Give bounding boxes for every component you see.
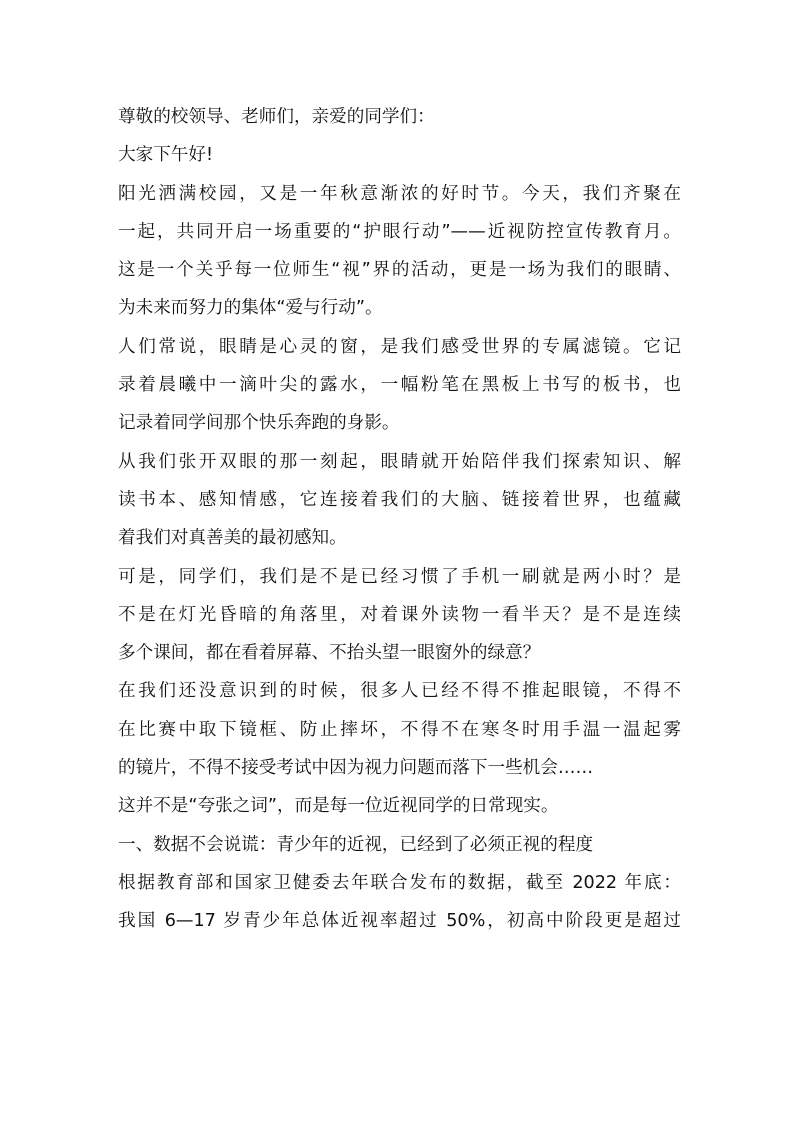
text-line: 阳光洒满校园，又是一年秋意渐浓的好时节。今天，我们齐聚在: [118, 183, 681, 204]
text-line: 着我们对真善美的最初感知。: [118, 528, 347, 549]
text-line: 这并不是“夸张之词”，而是每一位近视同学的日常现实。: [118, 796, 559, 817]
text-line: 可是，同学们，我们是不是已经习惯了手机一刷就是两小时？是: [118, 566, 681, 587]
text-line: 这是一个关乎每一位师生“视”界的活动，更是一场为我们的眼睛、: [118, 260, 681, 281]
text-line: 的镜片，不得不接受考试中因为视力问题而落下一些机会……: [118, 758, 594, 779]
text-line: 记录着同学间那个快乐奔跑的身影。: [118, 413, 400, 434]
text-line: 在比赛中取下镜框、防止摔坏，不得不在寒冬时用手温一温起雾: [118, 719, 681, 740]
text-line: 为未来而努力的集体“爱与行动”。: [118, 298, 383, 319]
text-line: 我国 6—17 岁青少年总体近视率超过 50%，初高中阶段更是超过: [118, 911, 681, 932]
text-line: 从我们张开双眼的那一刻起，眼睛就开始陪伴我们探索知识、解: [118, 451, 681, 472]
text-line: 读书本、感知情感，它连接着我们的大脑、链接着世界，也蕴藏: [118, 489, 681, 510]
text-line: 不是在灯光昏暗的角落里，对着课外读物一看半天？是不是连续: [118, 604, 681, 625]
text-line: 一起，共同开启一场重要的“护眼行动”——近视防控宣传教育月。: [118, 221, 681, 242]
text-line: 根据教育部和国家卫健委去年联合发布的数据，截至 2022 年底：: [118, 872, 681, 893]
text-line: 人们常说，眼睛是心灵的窗，是我们感受世界的专属滤镜。它记: [118, 336, 681, 357]
text-line: 录着晨曦中一滴叶尖的露水，一幅粉笔在黑板上书写的板书，也: [118, 375, 681, 396]
text-line: 在我们还没意识到的时候，很多人已经不得不推起眼镜，不得不: [118, 681, 681, 702]
text-line: 多个课间，都在看着屏幕、不抬头望一眼窗外的绿意？: [118, 643, 541, 664]
document-body: [118, 98, 681, 941]
text-line: 一、数据不会说谎：青少年的近视，已经到了必须正视的程度: [118, 834, 594, 855]
text-line: 大家下午好!: [118, 145, 214, 166]
text-line: 尊敬的校领导、老师们，亲爱的同学们：: [118, 107, 435, 127]
